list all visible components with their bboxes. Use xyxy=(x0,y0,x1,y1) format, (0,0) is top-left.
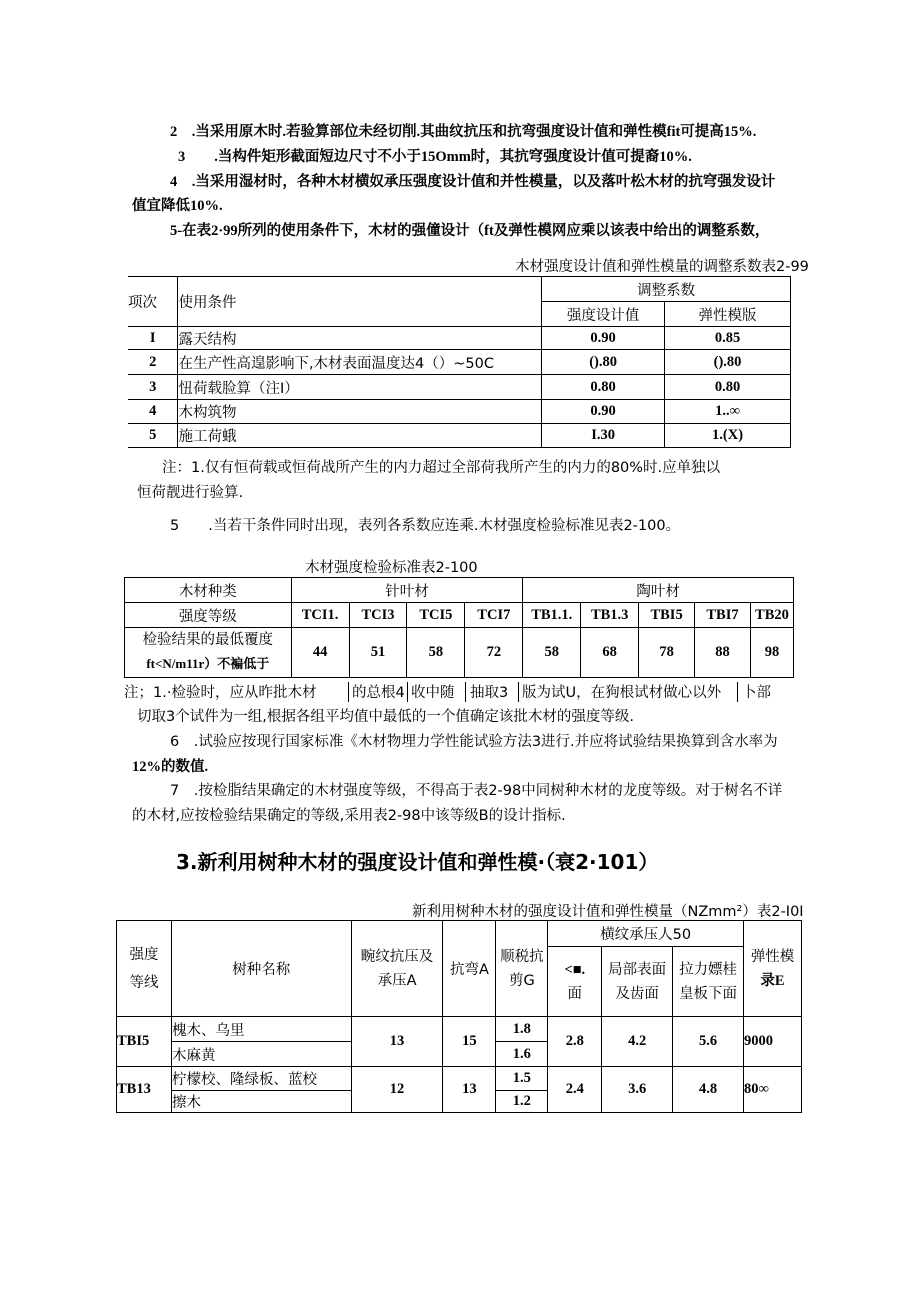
t3-shear: 1.8 xyxy=(496,1017,548,1042)
t3-compression: 12 xyxy=(351,1067,443,1113)
t2-value: 98 xyxy=(750,628,793,678)
t2-grade: TBI7 xyxy=(695,603,751,628)
t2-value: 72 xyxy=(465,628,523,678)
paragraph-6: 6 .试验应按现行国家标准《木材物埋力学性能试验方法3进行.并应将试验结果换算到含水率为 xyxy=(170,734,778,750)
t1-index: 2 xyxy=(128,350,178,375)
table-adjustment-coefficients xyxy=(128,276,791,448)
t3-header-shear-1: 顺税抗 xyxy=(500,948,544,965)
t1-modulus: ().80 xyxy=(665,350,791,375)
table3-caption: 新利用树种木材的强度设计值和弹性模量（NZmm²）表2-I0I xyxy=(412,904,804,920)
t3-shear: 1.5 xyxy=(496,1067,548,1091)
t1-condition: 忸荷载脸算（注I） xyxy=(178,375,542,400)
table2-residual-line xyxy=(737,682,738,702)
table-row xyxy=(128,350,791,375)
table2-residual-line xyxy=(348,682,349,702)
t2-result-line1: 检验结果的最低覆度 xyxy=(142,632,274,648)
table-row xyxy=(117,1017,802,1042)
t3-cross-full: 2.4 xyxy=(548,1067,602,1113)
t1-condition: 在生产性高遑影响下,木材表面温度达4（）~50C xyxy=(178,350,542,375)
t3-header-cross-full-2: 面 xyxy=(567,985,583,1002)
t1-header-modulus: 弹性模版 xyxy=(665,302,791,327)
table-strength-inspection xyxy=(124,577,794,678)
t3-header-cross-local xyxy=(602,947,673,1017)
t3-header-cross-bolt xyxy=(673,947,744,1017)
t2-result-line2: ft<N/m11r）不褊低于 xyxy=(146,656,270,671)
table2-residual-line xyxy=(465,682,466,702)
t1-modulus: 0.85 xyxy=(665,327,791,350)
paragraph-5b: 5 .当若干条件同时出现，表列各系数应连乘.木材强度检验标准见表2-100。 xyxy=(170,518,681,534)
t3-cross-full: 2.8 xyxy=(548,1017,602,1067)
note2-part1: 注；1.·检验时，应从昨批木材 xyxy=(124,685,317,701)
t3-header-compression-1: 畹纹抗压及 xyxy=(360,948,434,965)
table-row xyxy=(128,327,791,350)
t2-grade: TBI5 xyxy=(639,603,695,628)
t1-index: 5 xyxy=(128,424,178,448)
t3-header-cross-grain: 横纹承压人50 xyxy=(548,921,744,947)
paragraph-4: 4 .当采用湿材时，各种木材横奴承压强度设计值和并性模量，以及落叶松木材的抗穹强发设计 xyxy=(170,174,776,190)
t3-header-grade-1: 强度 xyxy=(129,946,159,963)
t3-species: 木麻黄 xyxy=(171,1042,351,1067)
t2-header-grade: 强度等级 xyxy=(125,603,292,628)
table-row xyxy=(128,400,791,424)
t1-index: 3 xyxy=(128,375,178,400)
t1-header-strength: 强度设计值 xyxy=(542,302,665,327)
t3-header-shear xyxy=(496,921,548,1017)
paragraph-2: 2 .当采用原木时.若验算部位未经切削.其曲纹抗压和抗弯强度设计值和弹性模fit可提高15%. xyxy=(170,124,757,140)
t3-header-modulus-2: 录E xyxy=(760,972,785,989)
paragraph-7-cont: 的木材,应按检验结果确定的等级,采用表2-98中该等级B的设计指标. xyxy=(132,808,566,824)
t1-modulus: 0.80 xyxy=(665,375,791,400)
t2-grade: TB20 xyxy=(750,603,793,628)
t1-index: I xyxy=(128,327,178,350)
t2-value: 68 xyxy=(581,628,639,678)
t2-header-type: 木材种类 xyxy=(125,578,292,603)
t1-modulus: 1..∞ xyxy=(665,400,791,424)
t3-bending: 13 xyxy=(443,1067,496,1113)
t3-header-cross-bolt-2: 皇板下面 xyxy=(679,985,738,1002)
t3-header-shear-2: 剪G xyxy=(508,972,535,989)
note2-part6: 卜部 xyxy=(742,685,771,701)
t1-strength: I.30 xyxy=(542,424,665,448)
t3-species: 槐木、乌里 xyxy=(171,1017,351,1042)
t3-cross-local: 3.6 xyxy=(602,1067,673,1113)
t3-header-cross-local-2: 及齿面 xyxy=(615,985,659,1002)
t3-header-cross-bolt-1: 拉力嫖桂 xyxy=(679,961,738,978)
t3-header-cross-full-1: <■. xyxy=(564,961,586,978)
t3-header-modulus-1: 弹性模 xyxy=(750,948,795,965)
t2-value: 44 xyxy=(291,628,349,678)
table-row xyxy=(128,375,791,400)
t2-grade: TCI3 xyxy=(349,603,407,628)
paragraph-7: 7 .按检脂结果确定的木材强度等级，不得高于表2-98中同树种木材的龙度等级。对于树名不详 xyxy=(170,783,783,799)
t1-condition: 露天结构 xyxy=(178,327,542,350)
t3-header-species: 树种名称 xyxy=(171,921,351,1017)
t3-bending: 15 xyxy=(443,1017,496,1067)
note2-part2: 的总根4 xyxy=(352,685,405,701)
t3-species: 柠檬校、隆绿板、蓝校 xyxy=(171,1067,351,1091)
t3-header-grade-2: 等线 xyxy=(129,974,159,991)
t3-grade: TB13 xyxy=(117,1067,172,1113)
t3-header-compression xyxy=(351,921,443,1017)
table1-caption: 木材强度设计值和弹性模量的调整系数表2-99 xyxy=(515,259,809,275)
t3-header-modulus xyxy=(744,921,802,1017)
t2-value: 58 xyxy=(523,628,581,678)
table-row xyxy=(117,1067,802,1091)
t3-shear: 1.6 xyxy=(496,1042,548,1067)
note2-part4: 抽取3 xyxy=(470,685,509,701)
t2-header-conifer: 针叶材 xyxy=(291,578,523,603)
note2-cont: 切取3个试件为一组,根据各组平均值中最低的一个值确定该批木材的强度等级. xyxy=(137,709,634,725)
t2-grade: TCI7 xyxy=(465,603,523,628)
table2-residual-line xyxy=(407,682,408,702)
t3-species: 擦木 xyxy=(171,1091,351,1113)
t1-condition: 木构筑物 xyxy=(178,400,542,424)
t3-header-bending: 抗弯A xyxy=(443,921,496,1017)
table-row xyxy=(128,424,791,448)
t3-grade: TBI5 xyxy=(117,1017,172,1067)
t2-grade: TCI5 xyxy=(407,603,465,628)
note2-part3: 收中随 xyxy=(411,685,455,701)
paragraph-4-cont: 值宜降低10%. xyxy=(132,198,223,214)
paragraph-6-cont: 12%的数值. xyxy=(132,759,209,775)
t1-modulus: 1.(X) xyxy=(665,424,791,448)
t2-grade: TB1.1. xyxy=(523,603,581,628)
table1-note-cont: 恒荷靓进行验算. xyxy=(137,485,244,501)
t2-header-broadleaf: 陶叶材 xyxy=(523,578,794,603)
t3-header-compression-2: 承压A xyxy=(377,972,417,989)
table-new-species xyxy=(116,920,802,1113)
t2-value: 78 xyxy=(639,628,695,678)
t3-modulus: 80∞ xyxy=(744,1067,802,1113)
table2-caption: 木材强度检验标准表2-100 xyxy=(305,560,478,576)
t2-grade: TCI1. xyxy=(291,603,349,628)
t2-value: 51 xyxy=(349,628,407,678)
t2-header-result xyxy=(125,628,292,678)
t1-strength: 0.80 xyxy=(542,375,665,400)
t3-header-cross-local-1: 局部表面 xyxy=(608,961,667,978)
t2-value: 58 xyxy=(407,628,465,678)
section-heading: 3.新利用树种木材的强度设计值和弹性模·（衰2·101） xyxy=(176,850,659,874)
paragraph-3: 3 .当构件矩形截面短边尺寸不小于15Omm时，其抗穹强度设计值可提裔10%. xyxy=(178,149,692,165)
t1-strength: ().80 xyxy=(542,350,665,375)
t1-strength: 0.90 xyxy=(542,327,665,350)
t3-cross-bolt: 4.8 xyxy=(673,1067,744,1113)
t2-value: 88 xyxy=(695,628,751,678)
t3-compression: 13 xyxy=(351,1017,443,1067)
t1-index: 4 xyxy=(128,400,178,424)
table1-note: 注：1.仅有恒荷载或恒荷战所产生的内力超过全部荷我所产生的内力的80%时.应单独以 xyxy=(162,460,721,476)
t3-modulus: 9000 xyxy=(744,1017,802,1067)
t2-grade: TB1.3 xyxy=(581,603,639,628)
t1-header-condition: 使用条件 xyxy=(178,277,542,327)
t3-cross-local: 4.2 xyxy=(602,1017,673,1067)
note2-part5: 版为试U，在狗根试材做心以外 xyxy=(522,685,722,701)
t3-cross-bolt: 5.6 xyxy=(673,1017,744,1067)
table2-residual-line xyxy=(518,682,519,702)
paragraph-5: 5-在表2·99所列的使用条件下，木材的强僮设计（ft及弹性模网应乘以该表中给出的调整系数， xyxy=(170,223,770,239)
t1-condition: 施工荷蛾 xyxy=(178,424,542,448)
t3-header-grade xyxy=(117,921,172,1017)
t1-header-coefficient: 调整系数 xyxy=(542,277,791,302)
t3-shear: 1.2 xyxy=(496,1091,548,1113)
t3-header-cross-full xyxy=(548,947,602,1017)
t1-header-index: 项次 xyxy=(128,277,178,327)
t1-strength: 0.90 xyxy=(542,400,665,424)
